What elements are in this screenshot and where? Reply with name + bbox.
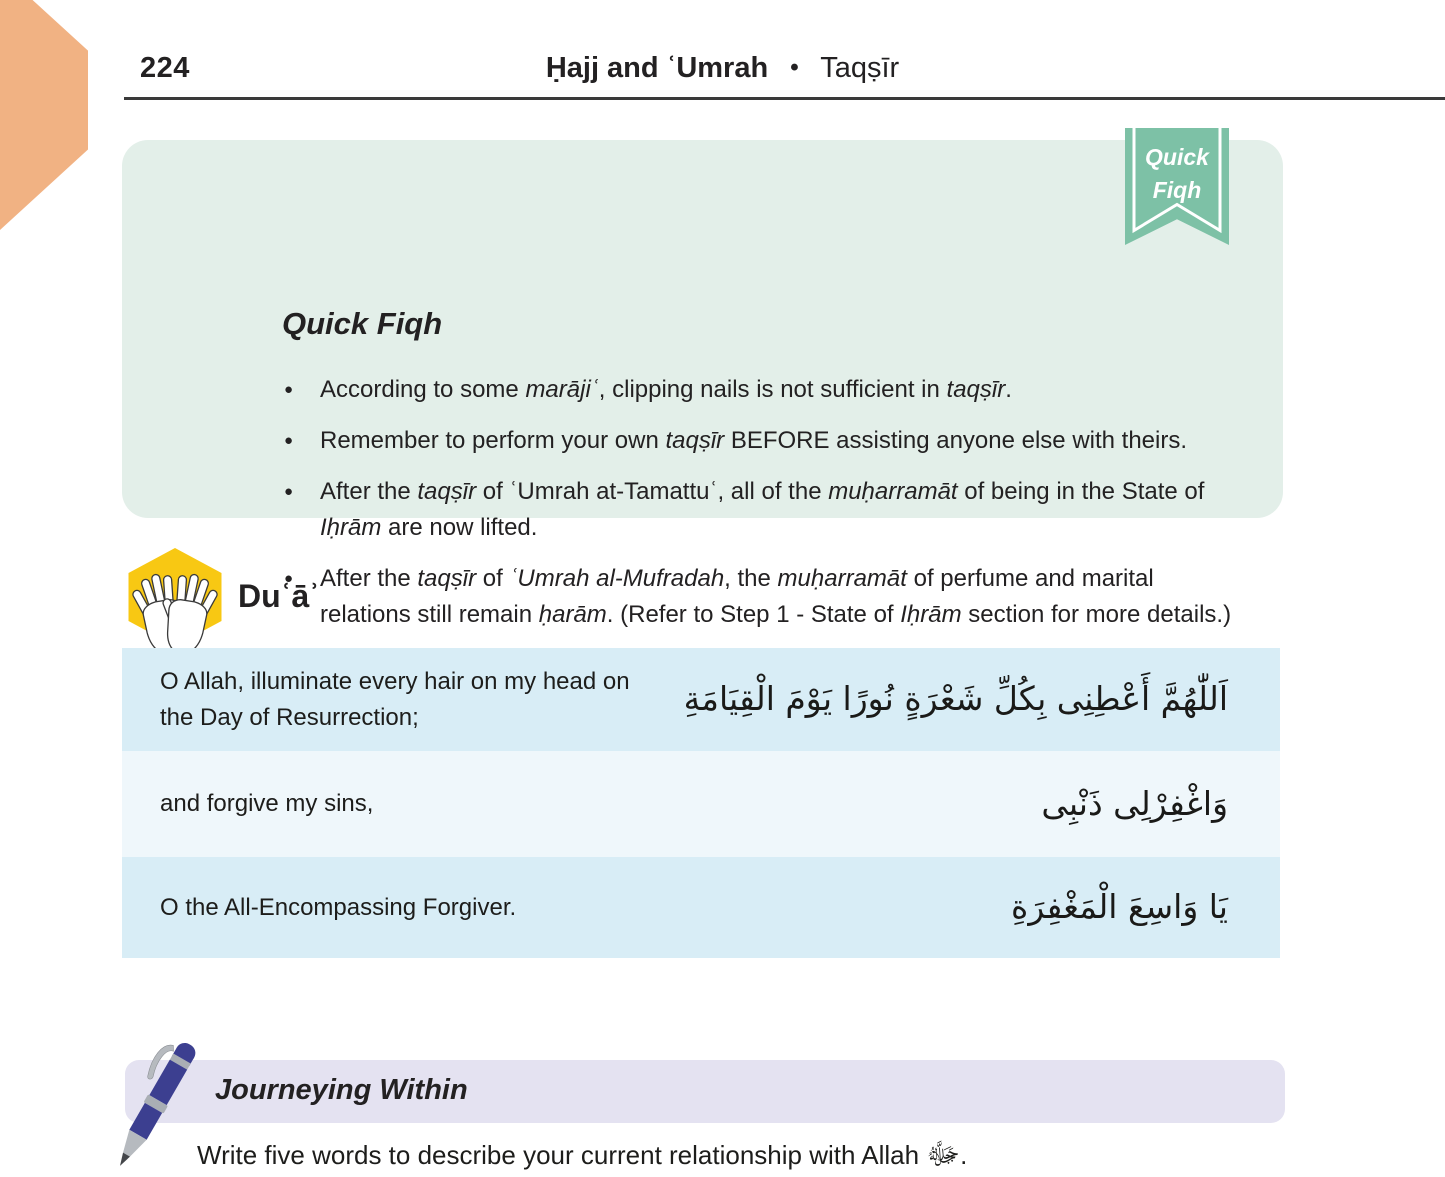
bullet-item: ● According to some marājiʿ, clipping nails is not sufficient in taqṣīr. (282, 372, 1357, 408)
dua-table (122, 648, 1280, 958)
page-number: 224 (140, 52, 190, 84)
journeying-title: Journeying Within (215, 1074, 468, 1106)
header-chapter: Ḥajj and ʿUmrah (545, 52, 769, 84)
dua-row (122, 648, 1280, 751)
dua-arabic: وَاغْفِرْلِى ذَنْبِى (1041, 783, 1228, 823)
bullet-item: ● Remember to perform your own taqṣīr BEFORE assisting anyone else with theirs. (282, 423, 1357, 459)
dua-translation: O Allah, illuminate every hair on my head on the Day of Resurrection; (160, 667, 630, 731)
dua-arabic: يَا وَاسِعَ الْمَغْفِرَةِ (1011, 887, 1228, 927)
running-header (0, 52, 1445, 85)
header-rule (124, 97, 1445, 100)
quick-fiqh-ribbon (1125, 128, 1229, 245)
header-separator-dot: • (790, 54, 799, 81)
dua-title: Duʿāʾ (238, 578, 320, 614)
quick-fiqh-title: Quick Fiqh (282, 306, 443, 341)
dua-row (122, 857, 1280, 958)
header-section: Taqṣīr (820, 52, 900, 84)
ribbon-label: Quick Fiqh (1145, 144, 1209, 203)
dua-translation: and forgive my sins, (160, 790, 374, 817)
dua-arabic: اَللّٰهُمَّ أَعْطِنِى بِكُلِّ شَعْرَةٍ نُورًا يَوْمَ الْقِيَامَةِ (683, 679, 1228, 719)
allah-honorific-glyph: ﷻ (926, 1138, 961, 1171)
bullet-item: ● After the taqṣīr of ʿUmrah at-Tamattuʿ, all of the muḥarramāt of being in the State of Iḥrām are now lifted. (282, 474, 1357, 546)
praying-hands-icon (122, 546, 228, 658)
pen-icon (104, 1029, 208, 1177)
dua-translation: O the All-Encompassing Forgiver. (160, 893, 517, 921)
corner-decoration (0, 0, 88, 230)
quick-fiqh-bullet-list (282, 372, 1357, 648)
journeying-prompt: Write five words to describe your current relationship with Allah ﷻ. (197, 1138, 968, 1171)
bullet-item: ● After the taqṣīr of ʿUmrah al-Mufradah, the muḥarramāt of perfume and marital relations still remain ḥarām. (Refer to Step 1 - State of Iḥrām section for more details.) (282, 561, 1357, 633)
dua-row (122, 751, 1280, 857)
